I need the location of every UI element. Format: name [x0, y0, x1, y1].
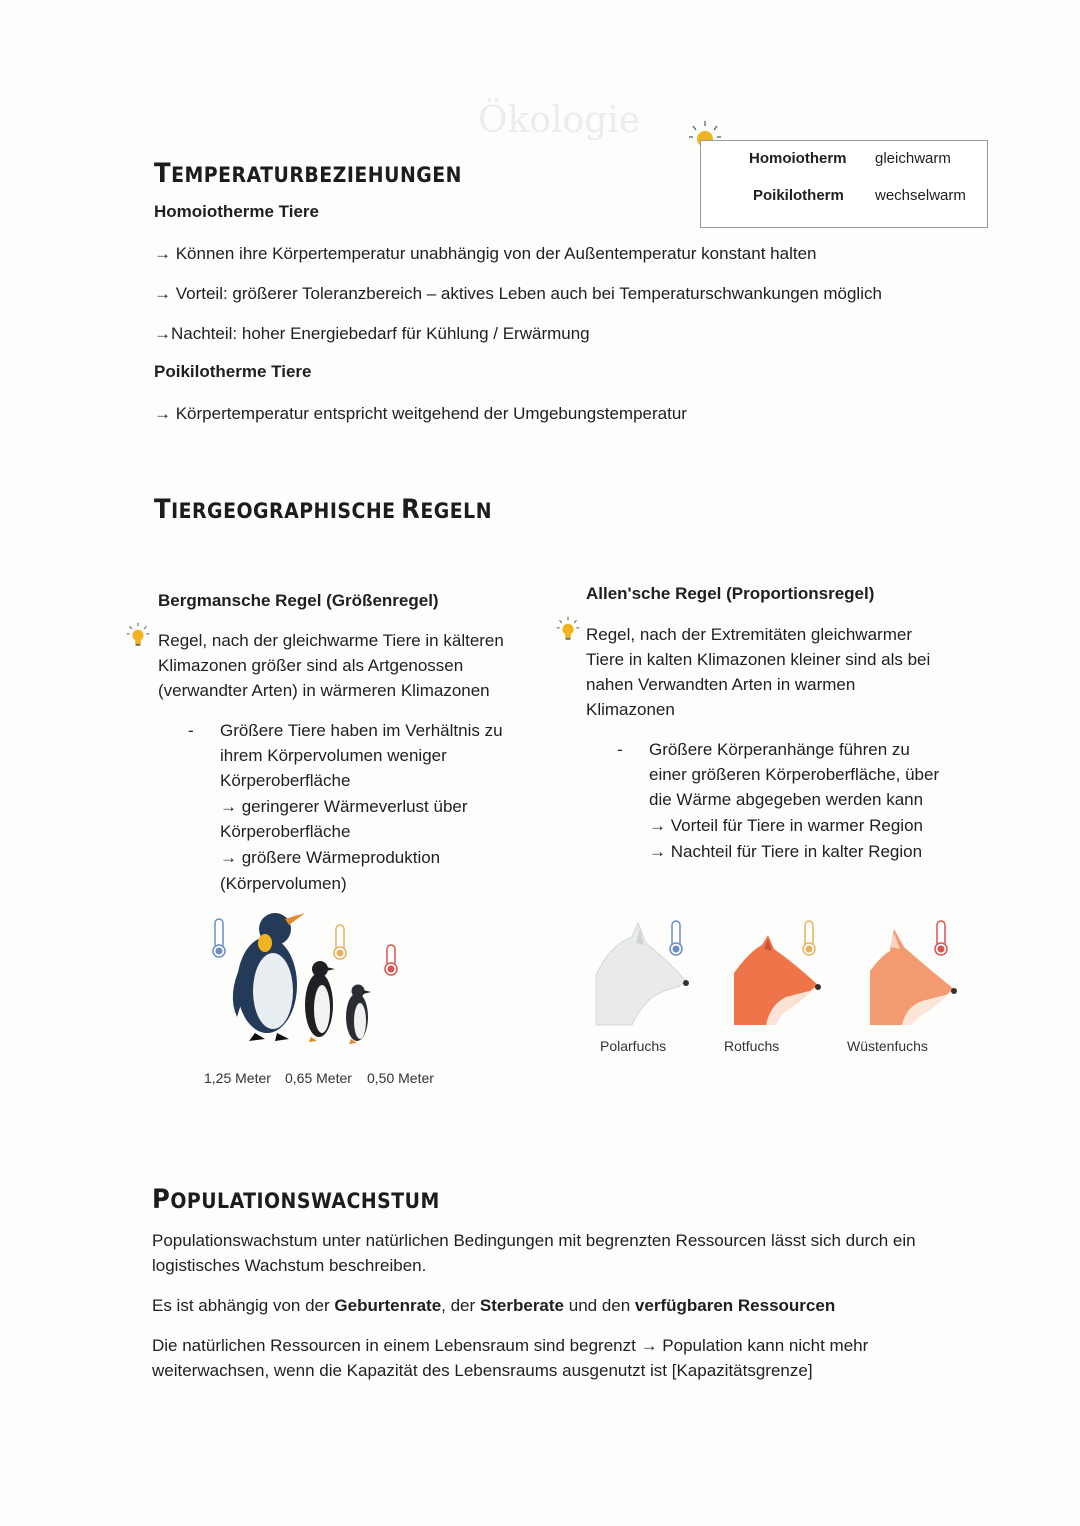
thermometer-hot-icon [935, 921, 947, 955]
text-line: Klimazonen [586, 700, 675, 719]
text-line: (verwandter Arten) in wärmeren Klimazonen [158, 681, 490, 700]
faint-page-title: Ökologie [478, 100, 641, 141]
definition-row [753, 187, 983, 207]
term-death-rate: Sterberate [479, 1296, 565, 1315]
section-title-population: POPULATIONSWACHSTUM [152, 1184, 440, 1215]
bullet-line: ihrem Körpervolumen weniger [220, 746, 447, 765]
penguin-size-label: 1,25 Meter [204, 1070, 271, 1086]
bullet-line: → Nachteil für Tiere in kalter Region [649, 842, 923, 861]
thermometer-cold-icon [670, 921, 682, 955]
text-fragment: Es ist abhängig von der [152, 1296, 335, 1315]
thermometer-mid-icon [334, 925, 346, 959]
thermometer-mid-icon [803, 921, 815, 955]
text-fragment: , der [441, 1296, 480, 1315]
subheading-bergmann: Bergmansche Regel (Größenregel) [158, 591, 439, 610]
definition-row [749, 150, 979, 170]
small-penguin-icon [346, 985, 371, 1045]
definition-term: Poikilotherm [753, 187, 844, 204]
definition-box [700, 140, 988, 228]
bullet-line: Größere Tiere haben im Verhältnis zu [220, 721, 503, 740]
text-line: Tiere in kalten Klimazonen kleiner sind als bei [586, 650, 931, 669]
text-fragment: und den [564, 1296, 635, 1315]
subheading-allen: Allen'sche Regel (Proportionsregel) [586, 584, 875, 603]
text-line: → Können ihre Körpertemperatur unabhängig von der Außentemperatur konstant halten [154, 244, 817, 263]
fox-illustration [590, 915, 960, 1030]
term-birth-rate: Geburtenrate [334, 1296, 442, 1315]
penguin-size-label: 0,65 Meter [285, 1070, 352, 1086]
definition-term: Homoiotherm [749, 150, 847, 167]
fox-label: Polarfuchs [600, 1038, 667, 1054]
bullet-line: (Körpervolumen) [220, 874, 347, 893]
penguin-illustration [205, 905, 405, 1047]
text-line: →Nachteil: hoher Energiebedarf für Kühlung / Erwärmung [154, 324, 590, 343]
penguin-size-label: 0,50 Meter [367, 1070, 434, 1086]
definition-meaning: wechselwarm [875, 187, 966, 204]
medium-penguin-icon [305, 961, 335, 1042]
section-title-temperature: TEMPERATURBEZIEHUNGEN [154, 158, 462, 189]
bullet-line: → Vorteil für Tiere in warmer Region [649, 816, 923, 835]
fox-label: Wüstenfuchs [847, 1038, 928, 1054]
text-line: Klimazonen größer sind als Artgenossen [158, 656, 464, 675]
lightbulb-icon [126, 622, 150, 650]
bullet-line: Größere Körperanhänge führen zu [649, 740, 910, 759]
bullet-line: Körperoberfläche [220, 771, 351, 790]
bullet-line: → geringerer Wärmeverlust über [220, 797, 468, 816]
bullet-line: die Wärme abgegeben werden kann [649, 790, 924, 809]
bullet-line: Körperoberfläche [220, 822, 351, 841]
text-line: logistisches Wachstum beschreiben. [152, 1256, 427, 1275]
text-line: Regel, nach der Extremitäten gleichwarmer [586, 625, 912, 644]
bullet-dash: - [617, 740, 623, 759]
fox-label: Rotfuchs [724, 1038, 780, 1054]
subheading-poikilotherm: Poikilotherme Tiere [154, 362, 312, 381]
thermometer-hot-icon [385, 945, 397, 975]
term-resources: verfügbaren Ressourcen [634, 1296, 836, 1315]
text-line: → Vorteil: größerer Toleranzbereich – aktives Leben auch bei Temperaturschwankungen möglich [154, 284, 882, 303]
text-line: Populationswachstum unter natürlichen Bedingungen mit begrenzten Ressourcen lässt sich durch ein [152, 1231, 916, 1250]
text-line: Regel, nach der gleichwarme Tiere in kälteren [158, 631, 504, 650]
bullet-line: einer größeren Körperoberfläche, über [649, 765, 940, 784]
definition-meaning: gleichwarm [875, 150, 951, 167]
bullet-line: → größere Wärmeproduktion [220, 848, 441, 867]
lightbulb-icon [556, 616, 580, 644]
text-line: nahen Verwandten Arten in warmen [586, 675, 856, 694]
section-title-rules: TIERGEOGRAPHISCHE REGELN [154, 494, 493, 525]
bullet-dash: - [188, 721, 194, 740]
subheading-homoiotherm: Homoiotherme Tiere [154, 202, 320, 221]
emperor-penguin-icon [233, 913, 305, 1041]
text-line: Die natürlichen Ressourcen in einem Lebensraum sind begrenzt → Population kann nicht mehr [152, 1336, 869, 1355]
thermometer-cold-icon [213, 919, 225, 957]
text-line: → Körpertemperatur entspricht weitgehend der Umgebungstemperatur [154, 404, 687, 423]
text-line-dependencies [152, 1293, 835, 1318]
text-line: weiterwachsen, wenn die Kapazität des Lebensraums ausgenutzt ist [Kapazitätsgrenze] [152, 1361, 813, 1380]
